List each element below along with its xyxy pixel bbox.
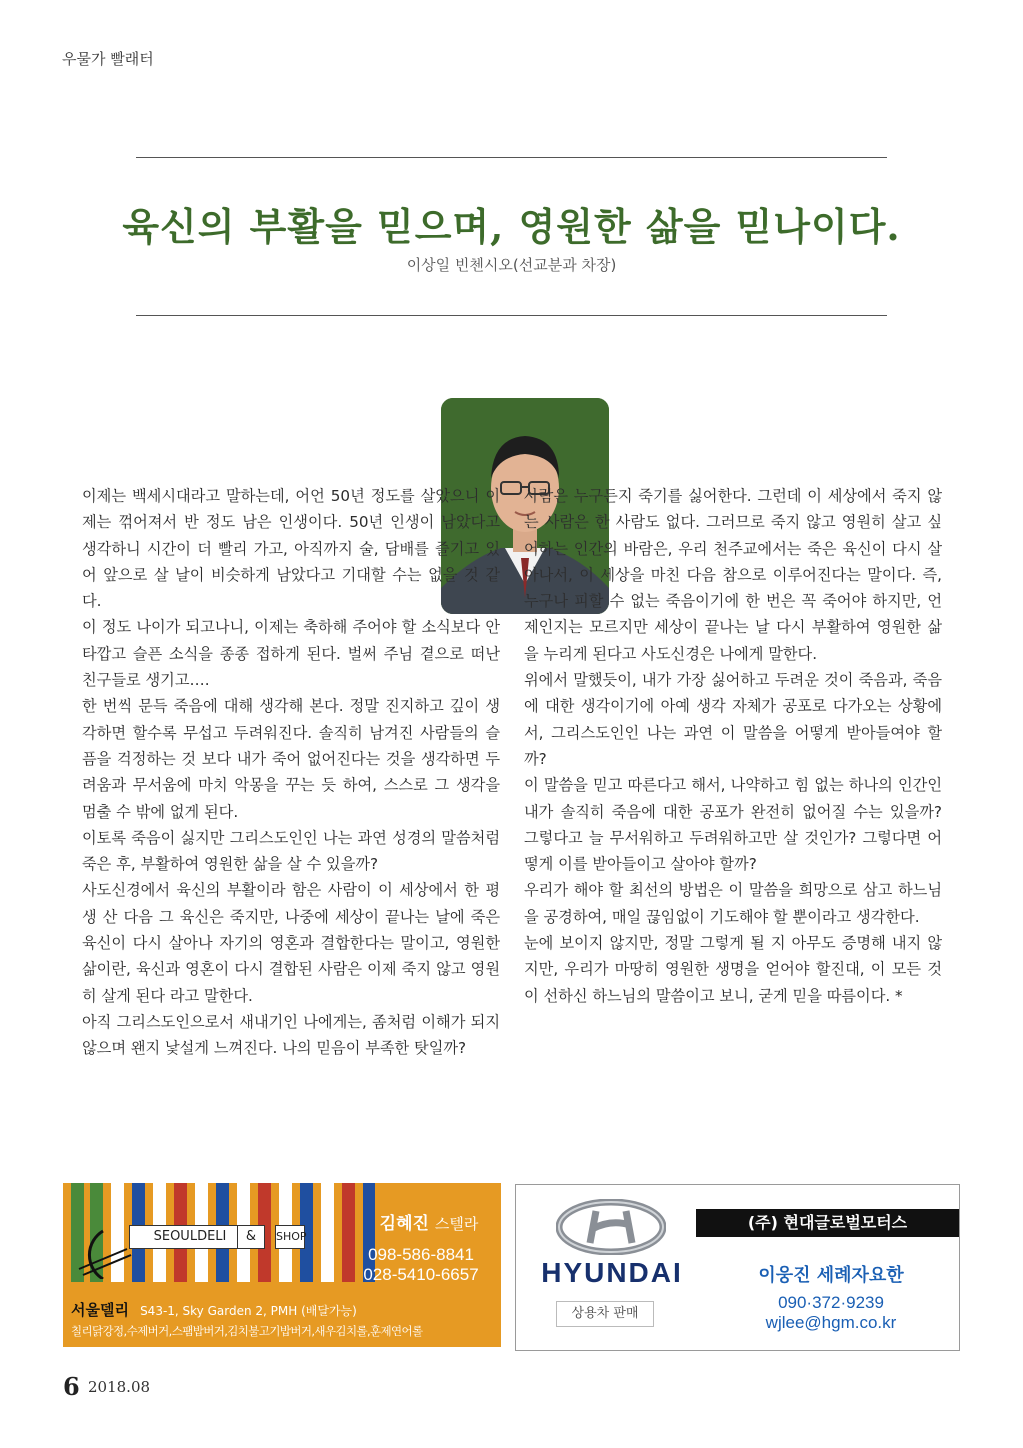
deli-contact <box>359 1209 499 1234</box>
stripe <box>321 1183 334 1282</box>
deli-sign: SEOULDELI <box>129 1225 251 1249</box>
paragraph: 이 정도 나이가 되고나니, 이제는 축하해 주어야 할 소식보다 안타깝고 슬픈 소식을 종종 접하게 된다. 벌써 주님 곁으로 떠난 친구들로 생기고…. <box>82 618 500 690</box>
hyundai-ad <box>515 1184 960 1351</box>
article-title: 육신의 부활을 믿으며, 영원한 삶을 믿나이다. <box>122 204 901 249</box>
deli-ampersand: & <box>237 1225 265 1249</box>
paragraph: 이 말씀을 믿고 따른다고 해서, 나약하고 힘 없는 하나의 인간인 내가 솔직히 죽음에 대한 공포가 완전히 없어질 수는 있을까? 그렇다고 늘 무서워하고 두려워하고만 살 것인가? 그렇다면 어떻게 이를 받아들이고 살아야 할까? <box>524 776 942 874</box>
paragraph: 아직 그리스도인으로서 새내기인 나에게는, 좀처럼 이해가 되지 않으며 왠지 낯설게 느껴진다. 나의 믿음이 부족한 탓일까? <box>82 1012 500 1058</box>
deli-phones <box>341 1245 501 1285</box>
paragraph: 사람은 누구든지 죽기를 싫어한다. 그런데 이 세상에서 죽지 않는 사람은 한 사람도 없다. 그러므로 죽지 않고 영원히 살고 싶어하는 인간의 바람은, 우리 천주교에서는 죽은 육신이 다시 살아나서, 이 세상을 마친 다음 참으로 이루어진다는 말이다. 즉, 누구나 피할 수 없는 죽음이기에 한 번은 꼭 죽어야 하지만, 언제인지는 모르지만 세상이 끝나는 날 다시 부활하여 영원한 삶을 누리게 된다고 사도신경은 나에게 말한다. <box>524 487 942 663</box>
hyundai-phone: 090·372·9239 <box>778 1293 884 1312</box>
deli-contact-name: 김혜진 <box>379 1214 429 1234</box>
paragraph: 한 번씩 문득 죽음에 대해 생각해 본다. 정말 진지하고 깊이 생각하면 할수록 무섭고 두려워진다. 솔직히 남겨진 사람들의 슬픔을 걱정하는 것 보다 내가 죽어 없어진다는 것을 생각하면 두려움과 무서움에 마치 악몽을 꾸는 듯 하여, 스스로 그 생각을 멈출 수 밖에 없게 된다. <box>82 697 500 821</box>
deli-store-name: 서울델리 <box>71 1301 129 1319</box>
plate-icon <box>73 1229 133 1279</box>
deli-address: S43-1, Sky Garden 2, PMH (배달가능) <box>140 1304 357 1318</box>
seouldeli-ad <box>63 1183 501 1347</box>
paragraph: 위에서 말했듯이, 내가 가장 싫어하고 두려운 것이 죽음과, 죽음에 대한 생각이기에 아예 생각 자체가 공포로 다가오는 상황에서, 그리스도인인 나는 과연 이 말씀을 어떻게 받아들여야 할까? <box>524 671 942 768</box>
section-label: 우물가 빨래터 <box>62 50 154 68</box>
deli-store-line <box>71 1299 357 1320</box>
bottom-rule <box>136 315 887 316</box>
deli-phone-1: 098-586-8841 <box>368 1245 474 1264</box>
paragraph: 사도신경에서 육신의 부활이라 함은 사람이 이 세상에서 한 평생 산 다음 그 육신은 죽지만, 나중에 세상이 끝나는 날에 죽은 육신이 다시 살아나 자기의 영혼과 결합한다는 말이고, 영원한 삶이란, 육신과 영혼이 다시 결합된 사람은 이제 죽지 않고 영원히 살게 된다 라고 말한다. <box>82 881 500 1005</box>
hyundai-service-label: 상용차 판매 <box>556 1301 654 1327</box>
article-column-right <box>524 483 942 1009</box>
hyundai-brand: HYUNDAI <box>541 1257 683 1288</box>
hyundai-company: (주) 현대글로벌모터스 <box>696 1209 959 1237</box>
paragraph: 우리가 해야 할 최선의 방법은 이 말씀을 희망으로 삼고 하느님을 공경하여, 매일 끊임없이 기도해야 할 뿐이라고 생각한다. <box>524 881 942 926</box>
article-column-left <box>82 483 500 1062</box>
paragraph: 눈에 보이지 않지만, 정말 그렇게 될 지 아무도 증명해 내지 않지만, 우리가 마땅히 영원한 생명을 얻어야 할진대, 이 모든 것이 선하신 하느님의 말씀이고 보니, 굳게 믿을 따름이다. * <box>524 934 942 1005</box>
page-number: 6 <box>63 1372 80 1401</box>
paragraph: 이토록 죽음이 싫지만 그리스도인인 나는 과연 성경의 말씀처럼 죽은 후, 부활하여 영원한 삶을 살 수 있을까? <box>82 828 500 874</box>
deli-phone-2: 028-5410-6657 <box>363 1265 479 1284</box>
hyundai-contact-info <box>716 1293 946 1333</box>
deli-shop-sign: SHOP <box>275 1225 305 1249</box>
deli-menu: 칠리닭강정,수제버거,스팸밥버거,김치불고기밥버거,새우김치롤,훈제연어롤 <box>71 1324 423 1338</box>
paragraph: 이제는 백세시대라고 말하는데, 어언 50년 정도를 살았으니 이제는 꺾어져서 반 정도 남은 인생이다. 50년 인생이 남았다고 생각하니 시간이 더 빨리 가고, 아직까지 술, 담배를 즐기고 있어 앞으로 살 날이 비슷하게 남았다고 기대할 수는 없을 것 같다. <box>82 487 500 611</box>
deli-contact-baptismal: 스텔라 <box>434 1215 479 1233</box>
hyundai-contact-name: 이웅진 세례자요한 <box>758 1265 904 1286</box>
top-rule <box>136 157 887 158</box>
issue-date: 2018.08 <box>88 1378 151 1396</box>
article-author: 이상일 빈첸시오(선교분과 차장) <box>406 256 617 274</box>
hyundai-logo-icon <box>556 1199 666 1255</box>
hyundai-email: wjlee@hgm.co.kr <box>765 1313 897 1332</box>
